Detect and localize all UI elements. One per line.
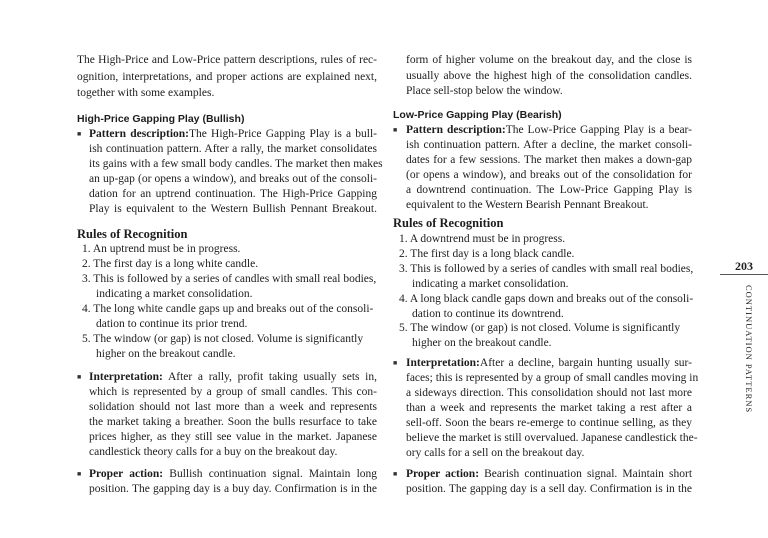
paragraph-line: position. The gapping day is a buy day. Confirmation is in the (89, 483, 377, 495)
rule-item: dation to continue its prior trend. (96, 318, 248, 330)
paragraph-line: position. The gapping day is a sell day. Confirmation is in the (406, 483, 692, 495)
interpretation-first-line (406, 356, 692, 370)
proper-action-first-line (406, 467, 692, 481)
paragraph-line: dates for a few sessions. The market then makes a down-gap (406, 154, 692, 166)
paragraph-line: a downtrend continuation. The Low-Price Gapping Play is (406, 184, 692, 196)
paragraph-line: than a week and represents the market taking a rest after a (406, 402, 692, 414)
paragraph-line: the market taking a breather. Soon the bulls resurface to take (89, 416, 377, 428)
paragraph-line: candlestick theory calls for a buy on the breakout day. (89, 446, 338, 458)
rule-item: 5. The window (or gap) is not closed. Volume is significantly (82, 333, 364, 345)
rule-item: higher on the breakout candle. (96, 348, 236, 360)
rule-item: indicating a market consolidation. (412, 278, 569, 290)
paragraph-line: believe the market is still overvalued. Japanese candlestick the- (406, 432, 698, 444)
pattern-description-first-line (406, 123, 692, 137)
proper-action-label: Proper action: (406, 468, 480, 480)
rule-item: 2. The first day is a long black candle. (399, 248, 575, 260)
proper-action-first-line (89, 467, 377, 481)
rule-item: dation to continue its downtrend. (412, 308, 564, 320)
paragraph-line: equivalent to the Western Bearish Pennant Breakout. (406, 199, 649, 211)
pattern-description-first-line (89, 127, 377, 141)
rule-item: 3. This is followed by a series of candles with small real bodies, (82, 273, 377, 285)
paragraph-line: prices higher, as they still see value in the market. Japanese (89, 431, 377, 443)
proper-action-text: Bearish continuation signal. Maintain short (484, 468, 693, 480)
rule-item: higher on the breakout candle. (412, 337, 552, 349)
interpretation-label: Interpretation: (89, 371, 163, 383)
paragraph-line: ory calls for a sell on the breakout day. (406, 447, 585, 459)
bullet-icon: ■ (77, 373, 82, 381)
paragraph-line: Play is equivalent to the Western Bullish Pennant Breakout. (89, 203, 377, 215)
bullet-icon: ■ (393, 470, 398, 478)
paragraph-line: sell-off. Soon the bears re-emerge to continue selling, as they (406, 417, 692, 429)
rule-item: indicating a market consolidation. (96, 288, 253, 300)
pattern-description-text: The Low-Price Gapping Play is a bear- (505, 124, 692, 136)
rule-item: 4. A long black candle gaps down and breaks out of the consoli- (399, 293, 694, 305)
paragraph-line: solidation should not last more than a week and represents (89, 401, 377, 413)
paragraph-line: Place sell-stop below the window. (406, 85, 563, 97)
paragraph-line: ish continuation pattern. After a rally, the market consolidates (89, 143, 377, 155)
pattern-description-text: The High-Price Gapping Play is a bull- (189, 128, 377, 140)
running-head: CONTINUATION PATTERNS (744, 285, 754, 414)
rule-item: 5. The window (or gap) is not closed. Volume is significantly (399, 322, 681, 334)
bullet-icon: ■ (77, 470, 82, 478)
paragraph-line: usually above the highest high of the consolidation candles. (406, 70, 692, 82)
intro-line: ognition, interpretations, and proper actions are explained next, (77, 71, 377, 83)
pattern-description-label: Pattern description: (406, 124, 506, 136)
paragraph-line: a sideways direction. This consolidation should not last more (406, 387, 692, 399)
interpretation-text: After a rally, profit taking usually sets in, (167, 371, 378, 383)
page-number: 203 (735, 259, 753, 273)
bullet-icon: ■ (77, 130, 82, 138)
rule-item: 1. A downtrend must be in progress. (399, 233, 566, 245)
paragraph-line: an up-gap (or opens a window), and breaks out of the consoli- (89, 173, 377, 185)
intro-line: The High-Price and Low-Price pattern descriptions, rules of rec- (77, 54, 377, 66)
section-heading: Low-Price Gapping Play (Bearish) (393, 109, 562, 121)
paragraph-line: (or opens a window), and breaks out of the consolidation for (406, 169, 692, 181)
paragraph-line: form of higher volume on the breakout day, and the close is (406, 54, 692, 66)
paragraph-line: dation for an uptrend continuation. The High-Price Gapping (89, 188, 377, 200)
rule-item: 4. The long white candle gaps up and breaks out of the consoli- (82, 303, 374, 315)
bullet-icon: ■ (393, 126, 398, 134)
proper-action-text: Bullish continuation signal. Maintain long (169, 468, 378, 480)
pattern-description-label: Pattern description: (89, 128, 189, 140)
interpretation-first-line (89, 370, 377, 384)
rule-item: 3. This is followed by a series of candles with small real bodies, (399, 263, 694, 275)
section-heading: High-Price Gapping Play (Bullish) (77, 113, 245, 125)
rule-item: 2. The first day is a long white candle. (82, 258, 259, 270)
paragraph-line: which is represented by a group of small candles. This con- (89, 386, 377, 398)
rule-item: 1. An uptrend must be in progress. (82, 243, 241, 255)
paragraph-line: faces; this is represented by a group of small candles moving in (406, 372, 699, 384)
paragraph-line: ish continuation pattern. After a decline, the market consoli- (406, 139, 692, 151)
rules-heading: Rules of Recognition (393, 216, 504, 230)
proper-action-label: Proper action: (89, 468, 164, 480)
interpretation-text: After a decline, bargain hunting usually sur- (479, 357, 692, 369)
intro-line: together with some examples. (77, 87, 215, 99)
margin-rule (720, 274, 768, 275)
bullet-icon: ■ (393, 359, 398, 367)
interpretation-label: Interpretation: (406, 357, 480, 369)
rules-heading: Rules of Recognition (77, 227, 188, 241)
paragraph-line: its gains with a few small body candles. The market then makes (89, 158, 383, 170)
